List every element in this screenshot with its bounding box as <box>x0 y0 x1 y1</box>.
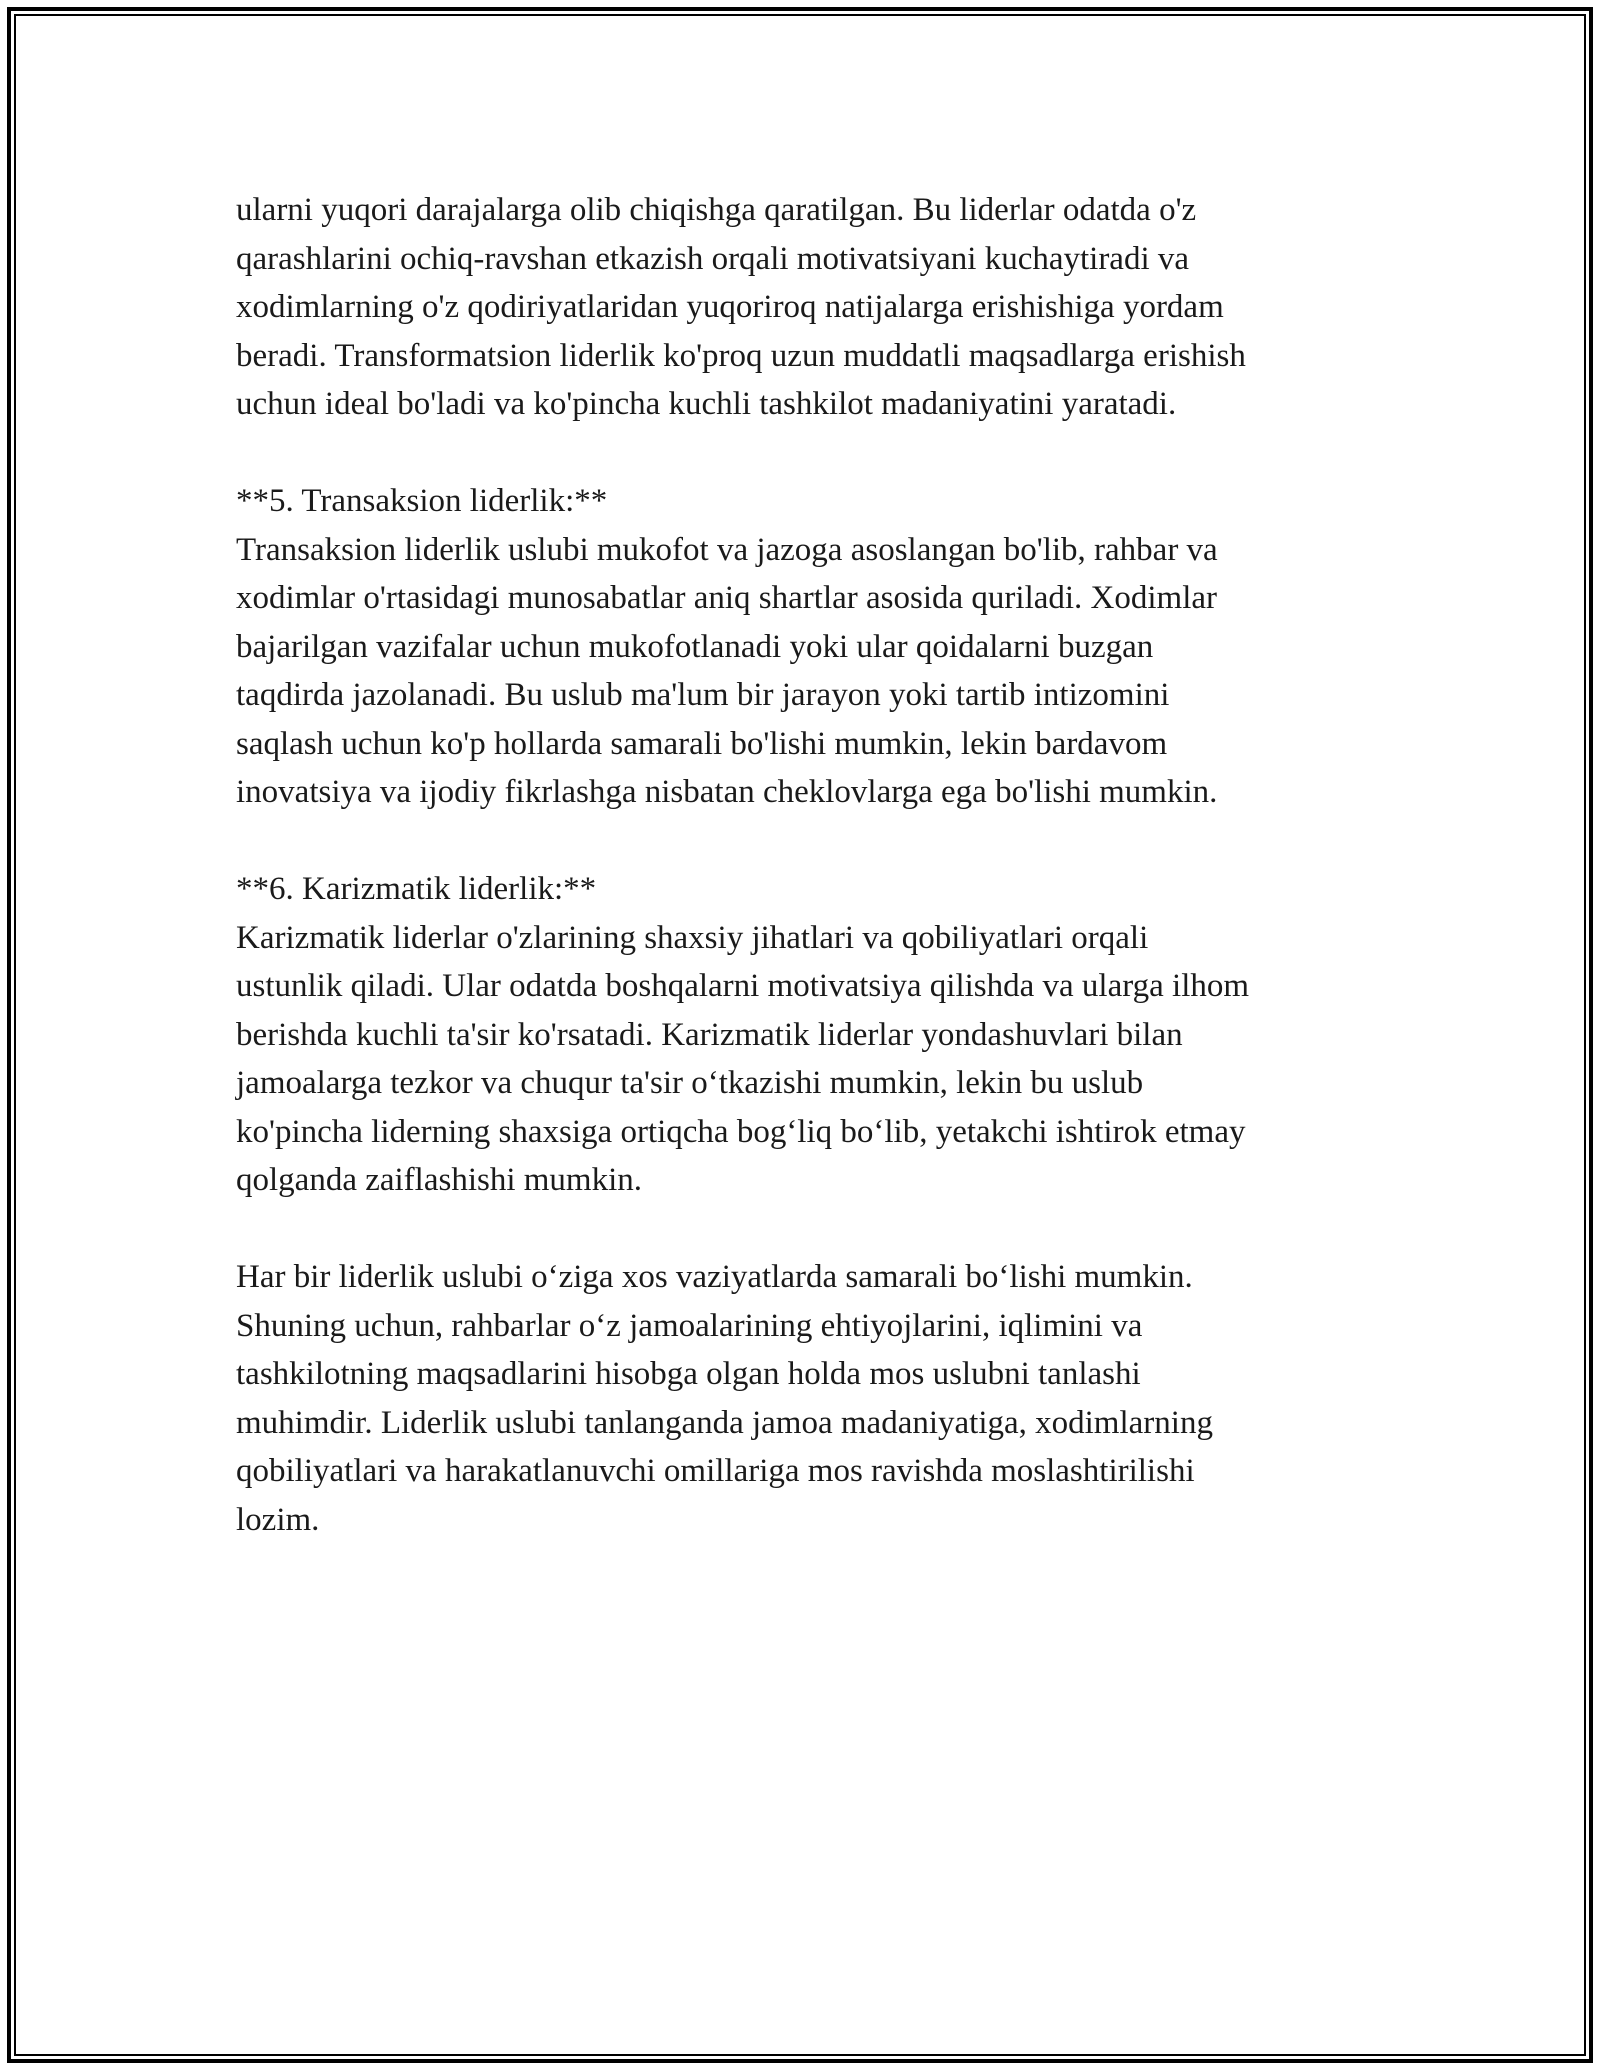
text-line: muhimdir. Liderlik uslubi tanlanganda jamoa madaniyatiga, xodimlarning <box>236 1404 1213 1441</box>
text-line: ularni yuqori darajalarga olib chiqishga qaratilgan. Bu liderlar odatda o'z <box>236 192 1197 228</box>
paragraph-gap <box>236 1205 1376 1254</box>
conclusion-paragraph <box>236 1253 1376 1544</box>
text-line: qolganda zaiflashishi mumkin. <box>236 1162 643 1198</box>
text-line: Karizmatik liderlar o'zlarining shaxsiy jihatlari va qobiliyatlari orqali <box>236 919 1149 956</box>
text-line: Transaksion liderlik uslubi mukofot va jazoga asoslangan bo'lib, rahbar va <box>236 531 1218 568</box>
text-line: xodimlar o'rtasidagi munosabatlar aniq shartlar asosida quriladi. Xodimlar <box>236 580 1218 616</box>
document-body <box>236 186 1376 1544</box>
text-line: berishda kuchli ta'sir ko'rsatadi. Karizmatik liderlar yondashuvlari bilan <box>236 1016 1183 1053</box>
section-5-heading: **5. Transaksion liderlik:** <box>236 483 608 519</box>
text-line: lozim. <box>236 1501 320 1538</box>
section-6-heading: **6. Karizmatik liderlik:** <box>236 871 597 907</box>
text-line: jamoalarga tezkor va chuqur ta'sir o‘tkazishi mumkin, lekin bu uslub <box>236 1065 1144 1101</box>
text-line: ko'pincha liderning shaxsiga ortiqcha bog‘liq bo‘lib, yetakchi ishtirok etmay <box>236 1113 1246 1150</box>
text-line: uchun ideal bo'ladi va ko'pincha kuchli tashkilot madaniyatini yaratadi. <box>236 386 1177 422</box>
text-line: Shuning uchun, rahbarlar o‘z jamoalarining ehtiyojlarini, iqlimini va <box>236 1307 1143 1344</box>
text-line: qobiliyatlari va harakatlanuvchi omillariga mos ravishda moslashtirilishi <box>236 1453 1195 1489</box>
section-6 <box>236 865 1376 1205</box>
text-line: tashkilotning maqsadlarini hisobga olgan holda mos uslubni tanlashi <box>236 1356 1141 1392</box>
text-line: Har bir liderlik uslubi o‘ziga xos vaziyatlarda samarali bo‘lishi mumkin. <box>236 1259 1193 1295</box>
section-5 <box>236 477 1376 817</box>
text-line: ustunlik qiladi. Ular odatda boshqalarni motivatsiya qilishda va ularga ilhom <box>236 968 1250 1004</box>
paragraph-gap <box>236 429 1376 478</box>
paragraph-gap <box>236 817 1376 866</box>
text-line: taqdirda jazolanadi. Bu uslub ma'lum bir jarayon yoki tartib intizomini <box>236 677 1170 713</box>
text-line: beradi. Transformatsion liderlik ko'proq uzun muddatli maqsadlarga erishish <box>236 337 1246 374</box>
intro-paragraph <box>236 186 1376 429</box>
text-line: bajarilgan vazifalar uchun mukofotlanadi yoki ular qoidalarni buzgan <box>236 628 1154 665</box>
text-line: inovatsiya va ijodiy fikrlashga nisbatan cheklovlarga ega bo'lishi mumkin. <box>236 774 1218 810</box>
text-line: xodimlarning o'z qodiriyatlaridan yuqoriroq natijalarga erishishiga yordam <box>236 289 1224 325</box>
text-line: qarashlarini ochiq-ravshan etkazish orqali motivatsiyani kuchaytiradi va <box>236 240 1190 277</box>
text-line: saqlash uchun ko'p hollarda samarali bo'lishi mumkin, lekin bardavom <box>236 725 1168 762</box>
